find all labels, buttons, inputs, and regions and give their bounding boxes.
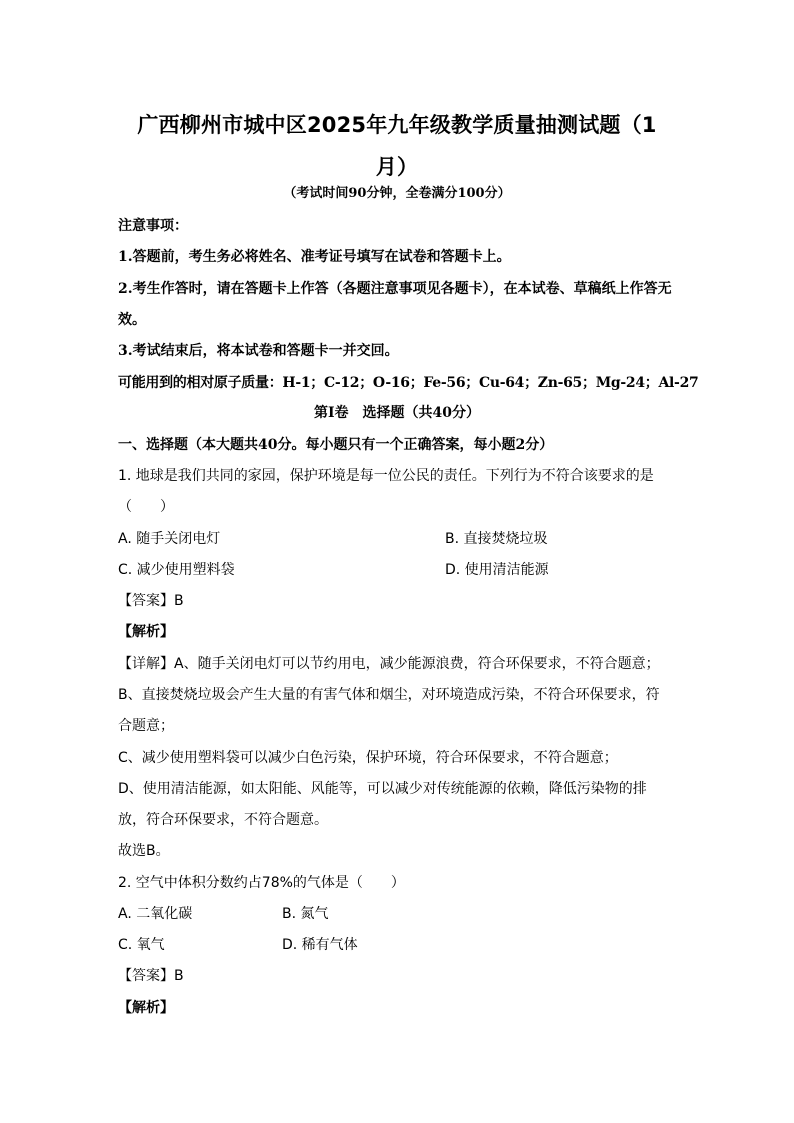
q1-analysis-label: 【解析】 [118, 624, 174, 640]
part-heading: 一、选择题（本大题共40分。每小题只有一个正确答案，每小题2分） [118, 437, 554, 453]
section-title: 第Ⅰ卷 选择题（共40分） [313, 405, 481, 421]
q2-stem: 2. 空气中体积分数约占78%的气体是（ ） [118, 875, 405, 891]
q1-detail-line3: 合题意； [118, 718, 174, 734]
q2-options-row2 [118, 935, 678, 955]
q2-analysis-label: 【解析】 [118, 1000, 174, 1016]
notes-heading: 注意事项： [118, 218, 188, 234]
q1-paren: （ ） [118, 499, 174, 515]
q1-option-c: C. 减少使用塑料袋 [118, 562, 235, 578]
q1-options-row1 [118, 529, 678, 549]
q1-option-a: A. 随手关闭电灯 [118, 531, 221, 547]
q2-option-b: B. 氮气 [282, 906, 329, 922]
q2-option-c: C. 氧气 [118, 937, 165, 953]
q1-stem: 1. 地球是我们共同的家园，保护环境是每一位公民的责任。下列行为不符合该要求的是 [118, 468, 654, 484]
q2-option-a: A. 二氧化碳 [118, 906, 193, 922]
q1-option-b: B. 直接焚烧垃圾 [445, 531, 548, 547]
q2-option-d: D. 稀有气体 [282, 937, 358, 953]
q1-detail-line2: B、直接焚烧垃圾会产生大量的有害气体和烟尘，对环境造成污染，不符合环保要求，符 [118, 687, 660, 703]
q1-conclusion: 故选B。 [118, 843, 170, 859]
q1-detail-line5: D、使用清洁能源，如太阳能、风能等，可以减少对传统能源的依赖，降低污染物的排 [118, 781, 647, 797]
q2-options-row1 [118, 904, 678, 924]
q1-answer: 【答案】B [118, 593, 184, 609]
exam-title-line1: 广西柳州市城中区2025年九年级教学质量抽测试题（1 [137, 113, 657, 137]
exam-title-line2: 月） [375, 155, 419, 179]
q2-answer: 【答案】B [118, 968, 184, 984]
q1-detail-line1: 【详解】A、随手关闭电灯可以节约用电，减少能源浪费，符合环保要求，不符合题意； [118, 656, 660, 672]
exam-subtitle: （考试时间90分钟，全卷满分100分） [283, 186, 511, 201]
notes-item-3: 3.考试结束后，将本试卷和答题卡一并交回。 [118, 343, 399, 359]
notes-item-2-line1: 2.考生作答时，请在答题卡上作答（各题注意事项见各题卡），在本试卷、草稿纸上作答无 [118, 281, 672, 297]
exam-title [118, 104, 676, 188]
q1-option-d: D. 使用清洁能源 [445, 562, 549, 578]
q1-detail-line4: C、减少使用塑料袋可以减少白色污染，保护环境，符合环保要求，不符合题意； [118, 750, 618, 766]
atomic-masses: 可能用到的相对原子质量：H-1；C-12；O-16；Fe-56；Cu-64；Zn-65；Mg-24；Al-27 [118, 375, 699, 391]
q1-detail-line6: 放，符合环保要求，不符合题意。 [118, 812, 328, 828]
notes-item-2-line2: 效。 [118, 312, 146, 328]
notes-item-1: 1.答题前，考生务必将姓名、准考证号填写在试卷和答题卡上。 [118, 249, 511, 265]
q1-options-row2 [118, 560, 678, 580]
